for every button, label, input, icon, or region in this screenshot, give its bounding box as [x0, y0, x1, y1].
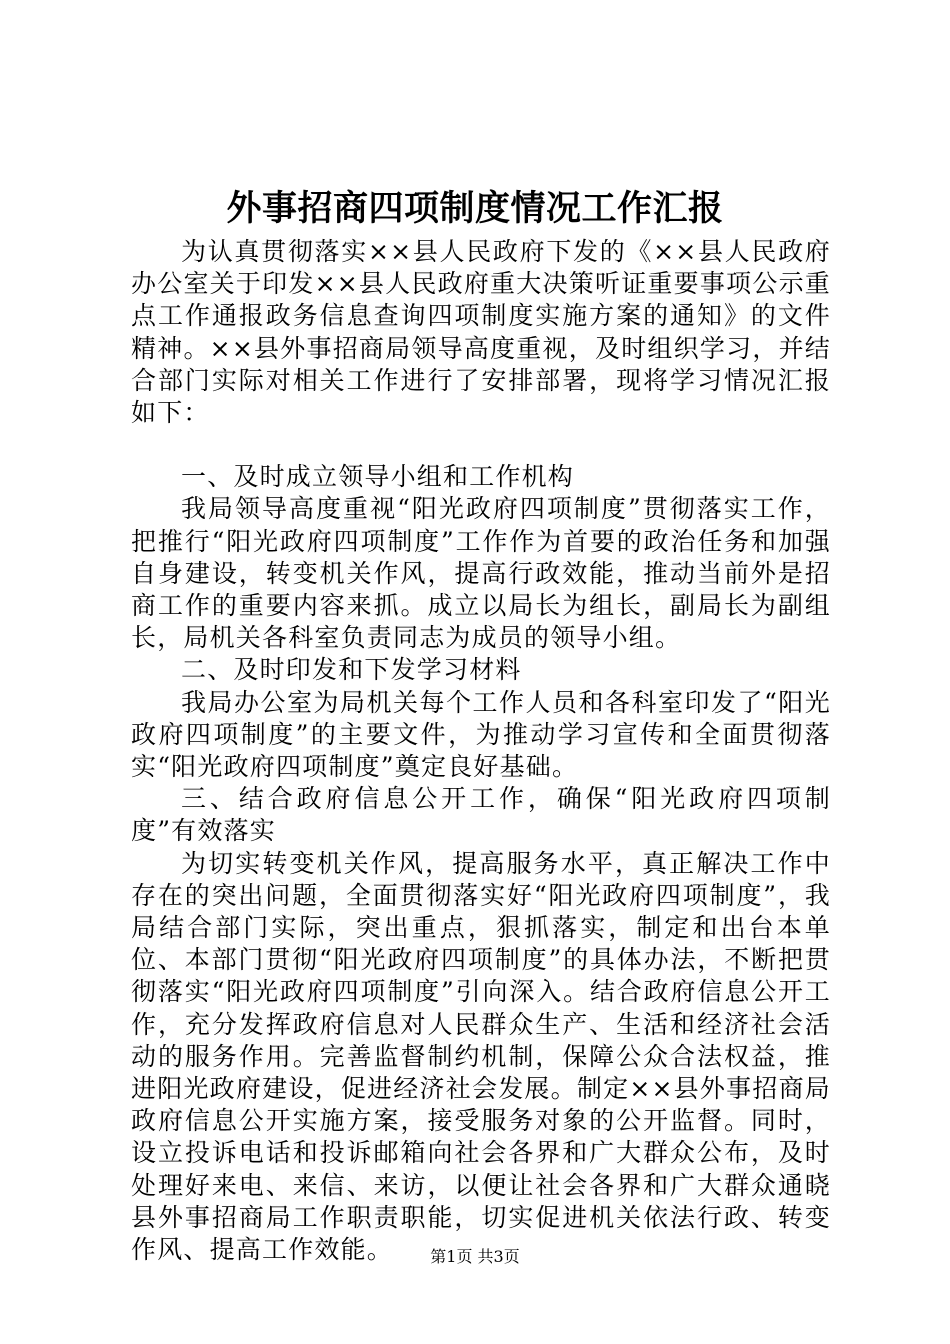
intro-paragraph: 为认真贯彻落实××县人民政府下发的《××县人民政府办公室关于印发××县人民政府重大决策听证重要事项公示重点工作通报政务信息查询四项制度实施方案的通知》的文件精神。××县外事招商局领导高度重视，及时组织学习，并结合部门实际对相关工作进行了安排部署，现将学习情况汇报如下： — [131, 237, 831, 428]
section-paragraph-1: 我局领导高度重视“阳光政府四项制度”贯彻落实工作，把推行“阳光政府四项制度”工作作为首要的政治任务和加强自身建设，转变机关作风，提高行政效能，推动当前外是招商工作的重要内容来抓。成立以局长为组长，副局长为副组长，局机关各科室负责同志为成员的领导小组。 — [131, 494, 831, 653]
page-number: 第1页 共3页 — [430, 1247, 520, 1266]
section-paragraph-3: 为切实转变机关作风，提高服务水平，真正解决工作中存在的突出问题，全面贯彻落实好“阳光政府四项制度”，我局结合部门实际，突出重点，狠抓落实，制定和出台本单位、本部门贯彻“阳光政府四项制度”的具体办法，不断把贯彻落实“阳光政府四项制度”引向深入。结合政府信息公开工作，充分发挥政府信息对人民群众生产、生活和经济社会活动的服务作用。完善监督制约机制，保障公众合法权益，推进阳光政府建设，促进经济社会发展。制定××县外事招商局政府信息公开实施方案，接受服务对象的公开监督。同时，设立投诉电话和投诉邮箱向社会各界和广大群众公布，及时处理好来电、来信、来访，以便让社会各界和广大群众通晓县外事招商局工作职责职能，切实促进机关依法行政、转变作风、提高工作效能。 — [131, 848, 831, 1265]
document-title: 外事招商四项制度情况工作汇报 — [226, 188, 724, 229]
section-heading-3: 三、结合政府信息公开工作，确保“阳光政府四项制度”有效落实 — [131, 784, 831, 846]
section-heading-2: 二、及时印发和下发学习材料 — [181, 655, 522, 685]
section-heading-1: 一、及时成立领导小组和工作机构 — [181, 462, 575, 492]
document-body — [131, 236, 831, 1266]
section-paragraph-2: 我局办公室为局机关每个工作人员和各科室印发了“阳光政府四项制度”的主要文件，为推动学习宣传和全面贯彻落实“阳光政府四项制度”奠定良好基础。 — [131, 687, 831, 782]
